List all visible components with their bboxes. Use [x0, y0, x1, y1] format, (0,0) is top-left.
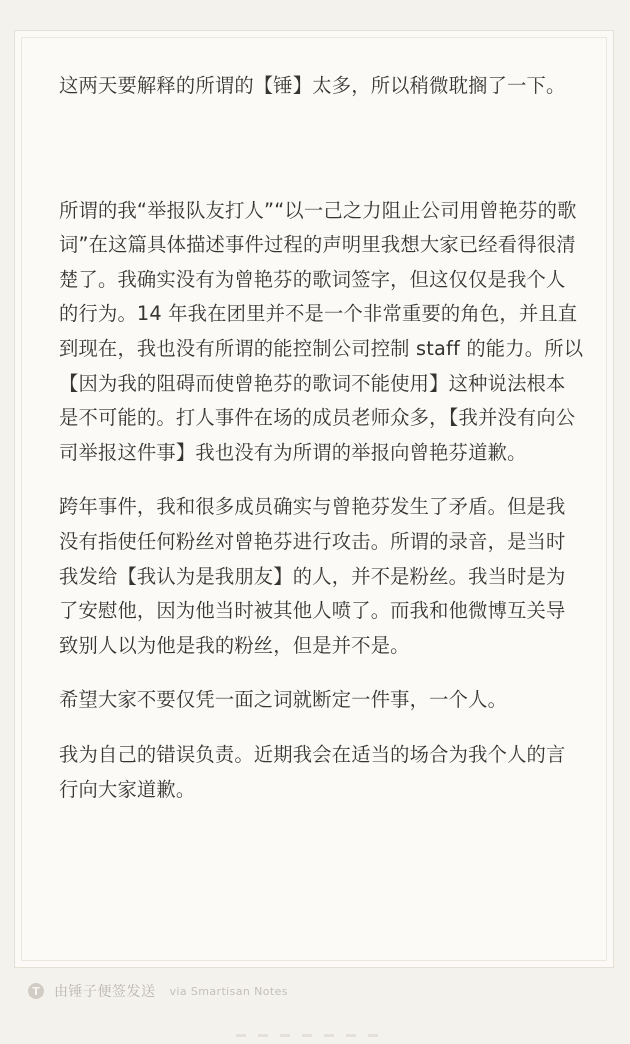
note-paragraph-4: 希望大家不要仅凭一面之词就断定一件事，一个人。 [59, 688, 508, 712]
note-paragraph-3: 跨年事件，我和很多成员确实与曾艳芬发生了矛盾。但是我没有指使任何粉丝对曾艳芬进行攻击。所谓的录音，是当时我发给【我认为是我朋友】的人，并不是粉丝。我当时是为了安慰他，因为他当时被其他人喷了。而我和他微博互关导致别人以为他是我的粉丝，但是并不是。 [59, 495, 566, 657]
footer-source-text: 由锤子便签发送 [54, 984, 156, 1000]
note-paragraph-5: 我为自己的错误负责。近期我会在适当的场合为我个人的言行向大家道歉。 [59, 742, 566, 801]
note-paragraph-1: 这两天要解释的所谓的【锤】太多，所以稍微耽搁了一下。 [59, 74, 566, 97]
hammer-icon: T [28, 983, 44, 999]
note-body [59, 69, 584, 807]
footer-via-text: via Smartisan Notes [169, 984, 288, 998]
note-card [14, 30, 614, 968]
bottom-faint-divider [236, 1034, 386, 1037]
note-paragraph-2: 所谓的我“举报队友打人”“以一己之力阻止公司用曾艳芬的歌词”在这篇具体描述事件过程的声明里我想大家已经看得很清楚了。我确实没有为曾艳芬的歌词签字，但这仅仅是我个人的行为。14 年我在团里并不是一个非常重要的角色，并且直到现在，我也没有所谓的能控制公司控制 staff 的能力。所以【因为我的阻碍而使曾艳芬的歌词不能使用】这种说法根本是不可能的。打人事件在场的成员老师众多，【我并没有向公司举报这件事】我也没有为所谓的举报向曾艳芬道歉。 [59, 198, 584, 464]
note-footer [28, 980, 288, 1002]
